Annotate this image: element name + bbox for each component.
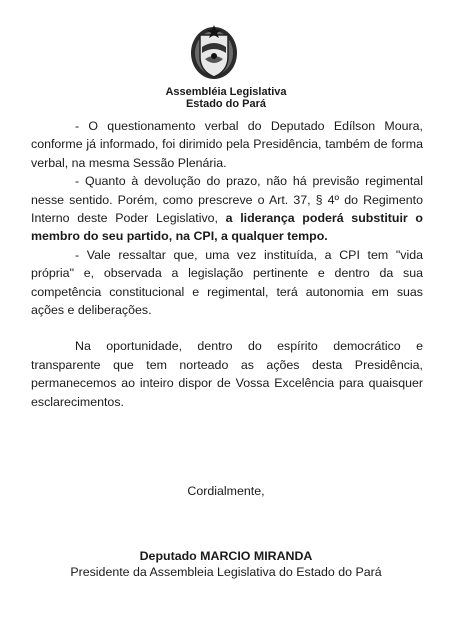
paragraph-2-text: - Quanto à devolução do prazo, não há previsão regimental nesse sentido. Porém, como prescreve o Art. 37, § 4º do Regimento Interno deste Poder Legislativo,	[31, 174, 423, 226]
letter-body	[31, 117, 423, 411]
signature-name: Deputado MARCIO MIRANDA	[139, 549, 313, 563]
coat-of-arms-seal-icon	[189, 23, 239, 81]
signature-title: Presidente da Assembleia Legislativa do Estado do Pará	[70, 565, 382, 579]
paragraph-3: - Vale ressaltar que, uma vez instituída, a CPI tem "vida própria" e, observada a legislação pertinente e dentro da sua competência constitucional e regimental, terá autonomia em suas ações e deliberações.	[31, 247, 423, 318]
paragraph-4: Na oportunidade, dentro do espírito democrático e transparente que tem norteado as ações desta Presidência, permanecemos ao inteiro dispor de Vossa Excelência para quaisquer esclarecimentos.	[31, 339, 423, 409]
paragraph-1: - O questionamento verbal do Deputado Edílson Moura, conforme já informado, foi dirimido pela Presidência, também de forma verbal, na mesma Sessão Plenária.	[31, 119, 423, 170]
paragraph-2-emphasis: a liderança poderá substituir o membro do seu partido, na CPI, a qualquer tempo.	[31, 211, 423, 244]
closing-salutation: Cordialmente,	[187, 484, 265, 498]
paragraph-2	[31, 172, 423, 246]
letterhead-line-2: Estado do Pará	[185, 98, 267, 110]
letterhead-line-1: Assembléia Legislativa	[165, 86, 287, 98]
